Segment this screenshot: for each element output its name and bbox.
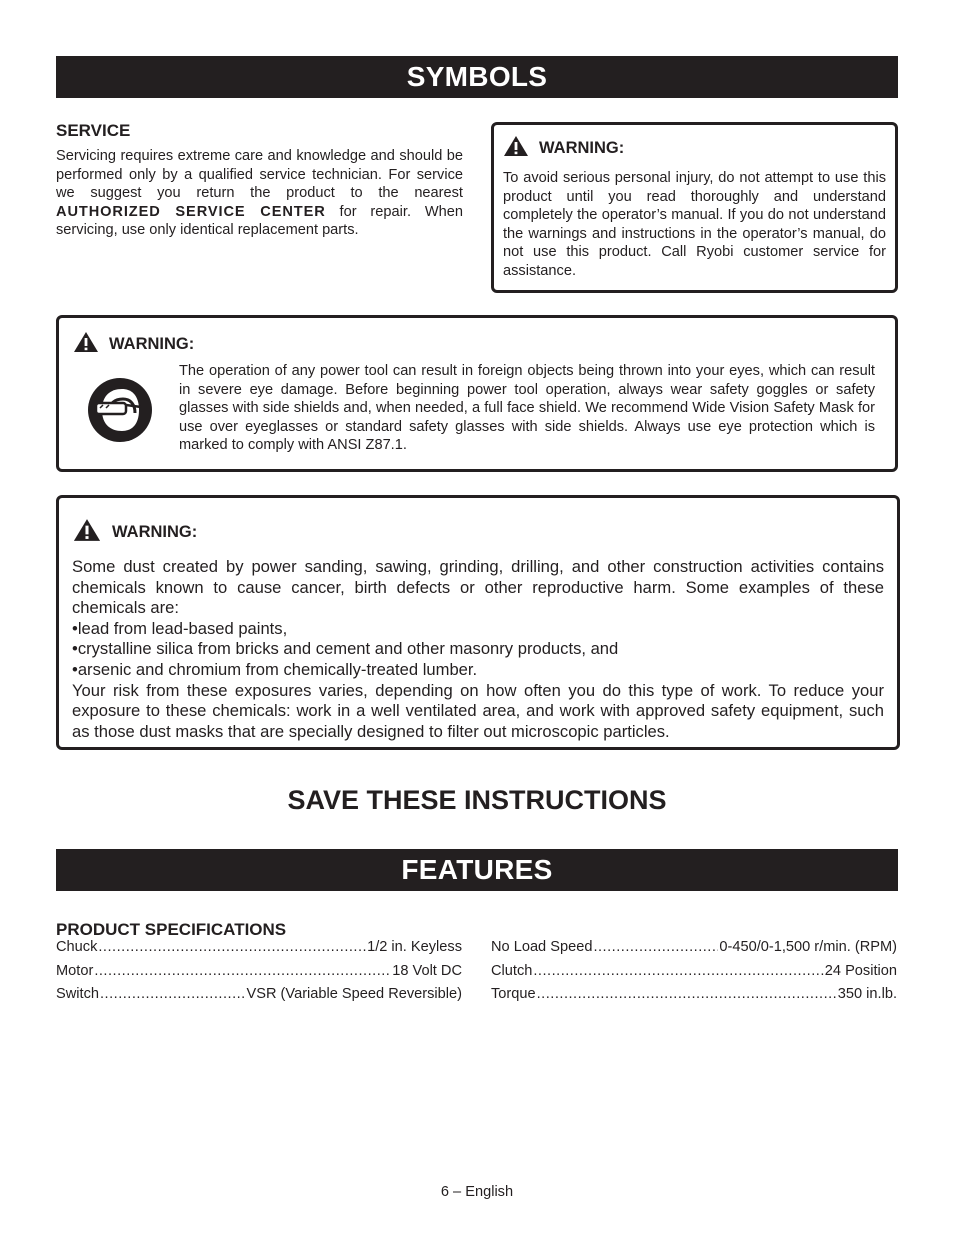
warning-triangle-icon <box>503 135 529 162</box>
spec-label: Motor <box>56 962 94 979</box>
service-title: SERVICE <box>56 121 131 140</box>
bullet-item: •crystalline silica from bricks and cement and other masonry products, and <box>72 639 619 659</box>
symbols-header: SYMBOLS <box>56 56 898 98</box>
warning-heading <box>72 518 884 547</box>
spec-value: 350 in.lb. <box>837 986 897 1002</box>
service-section <box>56 121 463 240</box>
spec-row <box>56 986 462 1010</box>
spec-leader <box>98 939 366 955</box>
specs-left-column <box>56 939 462 1010</box>
spec-value: 1/2 in. Keyless <box>367 939 462 955</box>
spec-label: Switch <box>56 986 99 1002</box>
spec-row <box>491 986 897 1010</box>
spec-value: 24 Position <box>824 962 897 979</box>
authorized-service-center: AUTHORIZED SERVICE CENTER <box>56 203 326 220</box>
spec-value: 0-450/0-1,500 r/min. (RPM) <box>719 939 897 955</box>
warning-triangle-icon <box>72 518 102 547</box>
spec-label: Torque <box>491 986 536 1002</box>
service-text <box>56 147 463 240</box>
bullet-item: •arsenic and chromium from chemically-treated lumber. <box>72 659 478 679</box>
features-header: FEATURES <box>56 849 898 891</box>
specs-title: PRODUCT SPECIFICATIONS <box>56 920 287 939</box>
warning-label: WARNING: <box>539 139 625 157</box>
warning-heading <box>73 331 873 358</box>
specs-right-column <box>491 939 897 1010</box>
spec-leader <box>593 939 718 955</box>
warning-box-dust <box>56 495 900 750</box>
warning-box-manual <box>491 122 898 293</box>
spec-leader <box>533 963 823 979</box>
service-text-part: for repair. When servicing, use only identical replacement parts. <box>56 203 463 239</box>
warning-intro: Some dust created by power sanding, sawing, grinding, drilling, and other construction activities contains chemicals known to cause cancer, birth defects or other reproductive harm. Some examples of these chemicals are: <box>72 557 884 618</box>
warning-triangle-icon <box>73 331 99 358</box>
spec-leader <box>537 986 837 1002</box>
warning-heading <box>503 135 886 162</box>
spec-label: Clutch <box>491 962 533 979</box>
page-footer: 6 – English <box>440 1184 514 1200</box>
bullet-text: crystalline silica from bricks and cement and other masonry products, and <box>77 639 619 659</box>
spec-label: No Load Speed <box>491 939 593 955</box>
spec-row <box>491 939 897 963</box>
warning-text: To avoid serious personal injury, do not attempt to use this product until you read thoroughly and understand completely the operator’s manual. If you do not understand the warnings and instructions in the operator’s manual, do not use this product. Call Ryobi customer service for assistance. <box>503 170 886 279</box>
bullet-item: •lead from lead-based paints, <box>72 618 288 638</box>
spec-value: 18 Volt DC <box>392 962 462 979</box>
warning-label: WARNING: <box>112 523 198 541</box>
warning-text: The operation of any power tool can result in foreign objects being thrown into your eyes, which can result in severe eye damage. Before beginning power tool operation, always wear safety goggles or safety glasses with side shields and, when needed, a full face shield. We recommend Wide Vision Safety Mask for use over eyeglasses or standard safety glasses with side shields. Always use eye protection which is marked to comply with ANSI Z87.1. <box>179 363 875 454</box>
bullet-text: arsenic and chromium from chemically-treated lumber. <box>77 659 478 679</box>
service-text-part: Servicing requires extreme care and knowledge and should be performed only by a qualified service technician. For service we suggest you return the product to the nearest <box>56 148 463 202</box>
safety-glasses-icon <box>87 377 153 448</box>
spec-value: VSR (Variable Speed Reversible) <box>246 986 462 1002</box>
spec-row <box>56 963 462 987</box>
spec-row <box>56 939 462 963</box>
spec-row <box>491 963 897 987</box>
warning-box-eye <box>56 315 898 472</box>
spec-label: Chuck <box>56 939 98 955</box>
warning-text <box>72 557 884 742</box>
save-instructions-title: SAVE THESE INSTRUCTIONS <box>287 785 667 815</box>
spec-leader <box>100 986 246 1002</box>
warning-outro: Your risk from these exposures varies, depending on how often you do this type of work. To reduce your exposure to these chemicals: work in a well ventilated area, and work with approved safety equipment, such as those dust masks that are specially designed to filter out microscopic particles. <box>72 680 884 741</box>
bullet-text: lead from lead-based paints, <box>77 618 288 638</box>
warning-label: WARNING: <box>109 335 195 353</box>
spec-leader <box>94 963 391 979</box>
